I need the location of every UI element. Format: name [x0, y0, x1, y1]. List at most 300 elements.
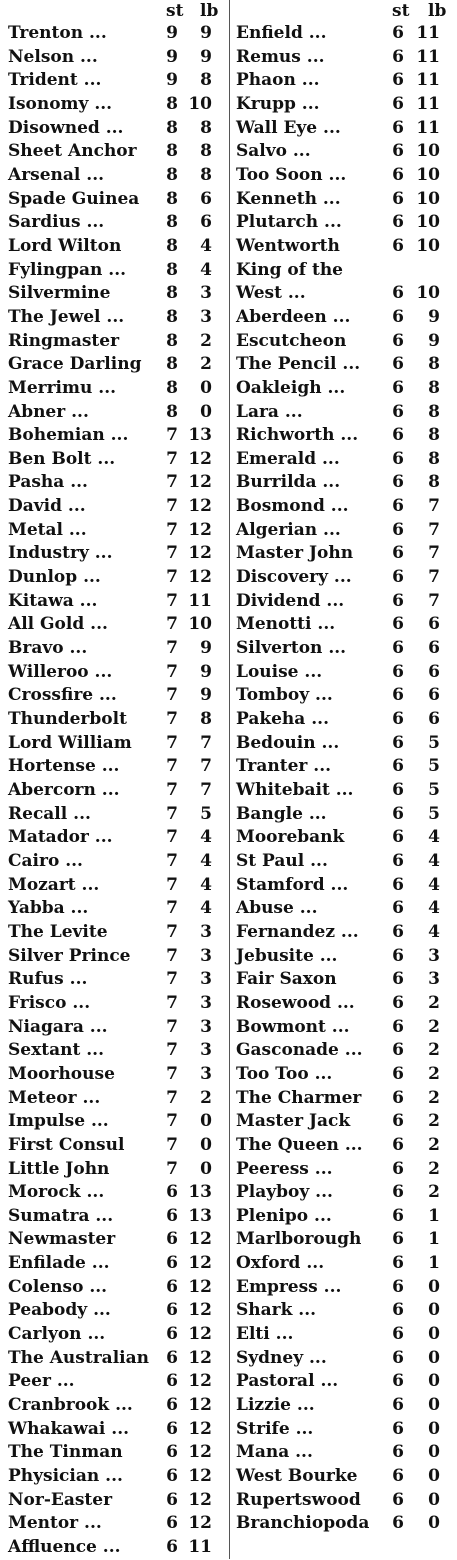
horse-name: Wall Eye ... [236, 117, 341, 138]
list-item [232, 401, 455, 425]
weight-stone: 6 [392, 330, 404, 351]
horse-name: Sheet Anchor [8, 141, 137, 162]
weight-pounds: 12 [188, 1489, 212, 1510]
list-item [4, 519, 228, 543]
horse-name: Lord Wilton [8, 235, 122, 256]
list-item [4, 471, 228, 495]
weight-stone: 6 [392, 1466, 404, 1487]
weight-pounds: 10 [416, 188, 440, 209]
weight-pounds: 13 [188, 1182, 212, 1203]
horse-name: Enfield ... [236, 23, 327, 43]
weight-stone: 9 [166, 23, 178, 43]
st-header: st [392, 1, 410, 21]
list-item [4, 850, 228, 874]
list-item [4, 590, 228, 614]
list-item [232, 803, 455, 827]
list-item [4, 1134, 228, 1158]
list-item [4, 235, 228, 259]
list-item [4, 188, 228, 212]
list-item [4, 542, 228, 566]
list-item [4, 330, 228, 354]
weight-pounds: 7 [200, 756, 212, 777]
horse-name: Gasconade ... [236, 1040, 363, 1061]
weight-stone: 6 [392, 850, 404, 871]
weight-pounds: 3 [200, 945, 212, 966]
list-item [4, 140, 228, 164]
list-item [232, 826, 455, 850]
horse-name: Affluence ... [8, 1537, 121, 1557]
weight-pounds: 12 [188, 1442, 212, 1463]
list-item [4, 968, 228, 992]
horse-name: Elti ... [236, 1324, 294, 1345]
weight-stone: 6 [392, 780, 404, 800]
list-item [4, 826, 228, 850]
horse-name: Burrilda ... [236, 472, 341, 493]
weight-stone: 6 [166, 1489, 178, 1510]
weight-stone: 6 [392, 685, 404, 706]
left-column-header [4, 0, 228, 22]
right-column-header [232, 0, 455, 22]
horse-name: Lizzie ... [236, 1395, 315, 1416]
list-item [4, 945, 228, 969]
weight-pounds: 0 [428, 1442, 440, 1463]
horse-name: Marlborough [236, 1229, 362, 1250]
horse-name: Oxford ... [236, 1253, 325, 1274]
list-item [232, 377, 455, 401]
horse-name: Disowned ... [8, 117, 124, 138]
horse-name: Isonomy ... [8, 93, 113, 114]
weight-pounds: 6 [428, 685, 440, 706]
horse-name: Matador ... [8, 827, 113, 848]
list-item [232, 495, 455, 519]
weight-pounds: 12 [188, 1300, 212, 1321]
weight-stone: 6 [392, 590, 404, 611]
horse-name: Enfilade ... [8, 1253, 110, 1274]
horse-name: Louise ... [236, 661, 323, 682]
horse-name: Little John [8, 1158, 110, 1179]
horse-name: Master Jack [236, 1111, 351, 1132]
horse-name: First Consul [8, 1134, 125, 1155]
weight-stone: 7 [166, 732, 178, 753]
horse-name: Spade Guinea [8, 188, 140, 209]
weight-pounds: 12 [188, 543, 212, 564]
list-item [4, 897, 228, 921]
horse-name: St Paul ... [236, 850, 328, 871]
weight-pounds: 12 [188, 1371, 212, 1392]
horse-name: Peabody ... [8, 1300, 111, 1321]
horse-name: The Queen ... [236, 1134, 363, 1155]
weight-stone: 6 [392, 1489, 404, 1510]
horse-name: Strife ... [236, 1418, 314, 1439]
weight-pounds: 12 [188, 1276, 212, 1297]
horse-name: Cairo ... [8, 850, 83, 871]
horse-name: Whitebait ... [236, 780, 354, 800]
list-item [4, 566, 228, 590]
weight-stone: 7 [166, 1087, 178, 1108]
weight-pounds: 7 [428, 543, 440, 564]
list-item [4, 164, 228, 188]
weight-stone: 6 [392, 1063, 404, 1084]
st-header: st [166, 1, 184, 21]
left-rows [4, 22, 228, 1560]
weight-stone: 6 [392, 306, 404, 327]
weight-stone: 8 [166, 117, 178, 138]
weight-stone: 6 [392, 1300, 404, 1321]
weight-stone: 6 [392, 425, 404, 446]
weight-stone: 7 [166, 1158, 178, 1179]
weight-stone: 8 [166, 235, 178, 256]
horse-name: The Charmer [236, 1087, 362, 1108]
list-item [232, 259, 455, 283]
list-item [232, 684, 455, 708]
weight-stone: 7 [166, 874, 178, 895]
list-item [4, 495, 228, 519]
horse-name: Salvo ... [236, 141, 311, 162]
weight-pounds: 0 [428, 1489, 440, 1510]
weight-stone: 6 [392, 756, 404, 777]
list-item [232, 1181, 455, 1205]
list-item [232, 211, 455, 235]
weight-pounds: 11 [416, 93, 440, 114]
weight-stone: 8 [166, 93, 178, 114]
weight-stone: 8 [166, 141, 178, 162]
list-item [232, 755, 455, 779]
list-item [232, 1512, 455, 1536]
list-item [232, 188, 455, 212]
weight-pounds: 0 [200, 377, 212, 398]
list-item [4, 1039, 228, 1063]
weight-stone: 6 [392, 377, 404, 398]
list-item [232, 637, 455, 661]
list-item [232, 968, 455, 992]
weight-pounds: 2 [428, 992, 440, 1013]
weight-pounds: 2 [428, 1158, 440, 1179]
weight-stone: 7 [166, 448, 178, 469]
weight-stone: 6 [166, 1418, 178, 1439]
weight-stone: 6 [392, 969, 404, 990]
weight-pounds: 4 [200, 850, 212, 871]
horse-name: Trenton ... [8, 23, 107, 43]
list-item [232, 1418, 455, 1442]
horse-name: All Gold ... [8, 614, 108, 635]
weight-stone: 8 [166, 354, 178, 375]
horse-name: Silverton ... [236, 638, 347, 659]
horse-name: Impulse ... [8, 1111, 109, 1132]
weight-pounds: 2 [428, 1063, 440, 1084]
horse-name: Rufus ... [8, 969, 88, 990]
list-item [232, 1016, 455, 1040]
weight-pounds: 9 [200, 23, 212, 43]
lb-header: lb [200, 1, 219, 21]
weight-stone: 7 [166, 780, 178, 800]
horse-name: Plenipo ... [236, 1205, 332, 1226]
weight-pounds: 12 [188, 519, 212, 540]
weight-pounds: 5 [200, 803, 212, 824]
weight-pounds: 6 [200, 188, 212, 209]
horse-name: Bosmond ... [236, 496, 349, 517]
weight-stone: 6 [392, 1395, 404, 1416]
list-item [4, 637, 228, 661]
list-item [4, 1536, 228, 1560]
weight-stone: 6 [166, 1513, 178, 1534]
weight-pounds: 4 [428, 850, 440, 871]
weight-stone: 7 [166, 590, 178, 611]
weight-pounds: 7 [200, 732, 212, 753]
list-item [232, 1465, 455, 1489]
weight-stone: 6 [392, 519, 404, 540]
list-item [232, 448, 455, 472]
weight-stone: 6 [392, 661, 404, 682]
weight-stone: 9 [166, 46, 178, 67]
list-item [4, 1465, 228, 1489]
weight-pounds: 12 [188, 1253, 212, 1274]
weight-stone: 6 [166, 1229, 178, 1250]
weight-stone: 6 [166, 1442, 178, 1463]
horse-name: Discovery ... [236, 567, 352, 588]
weight-stone: 8 [166, 377, 178, 398]
weight-pounds: 5 [428, 732, 440, 753]
weight-stone: 6 [392, 827, 404, 848]
horse-name: Cranbrook ... [8, 1395, 133, 1416]
list-item [4, 1181, 228, 1205]
weight-stone: 7 [166, 945, 178, 966]
list-item [232, 1347, 455, 1371]
weight-pounds: 9 [200, 638, 212, 659]
weight-stone: 7 [166, 543, 178, 564]
list-item [4, 1252, 228, 1276]
weight-stone: 7 [166, 1134, 178, 1155]
weight-pounds: 4 [428, 827, 440, 848]
list-item [4, 401, 228, 425]
weight-pounds: 12 [188, 1466, 212, 1487]
weight-stone: 7 [166, 472, 178, 493]
weight-stone: 6 [166, 1253, 178, 1274]
list-item [4, 448, 228, 472]
weight-stone: 6 [392, 141, 404, 162]
list-item [4, 803, 228, 827]
weight-pounds: 8 [200, 709, 212, 730]
list-item [232, 235, 455, 259]
weight-pounds: 12 [188, 1513, 212, 1534]
horse-name: Yabba ... [8, 898, 89, 919]
weight-pounds: 12 [188, 1395, 212, 1416]
list-item [232, 1158, 455, 1182]
weight-pounds: 0 [428, 1513, 440, 1534]
list-item [232, 874, 455, 898]
horse-name: Stamford ... [236, 874, 349, 895]
weight-stone: 6 [392, 803, 404, 824]
list-item [4, 306, 228, 330]
horse-name: Rupertswood [236, 1489, 361, 1510]
weight-pounds: 3 [200, 283, 212, 304]
list-item [4, 1016, 228, 1040]
list-item [232, 330, 455, 354]
weight-stone: 7 [166, 661, 178, 682]
weight-stone: 6 [392, 164, 404, 185]
weight-stone: 6 [392, 70, 404, 91]
horse-name: Hortense ... [8, 756, 120, 777]
weight-pounds: 6 [428, 614, 440, 635]
weight-pounds: 11 [188, 1537, 212, 1557]
list-item [4, 259, 228, 283]
list-item [232, 93, 455, 117]
weight-stone: 6 [392, 1040, 404, 1061]
weight-pounds: 12 [188, 1229, 212, 1250]
horse-name: Emerald ... [236, 448, 340, 469]
weight-pounds: 0 [428, 1418, 440, 1439]
list-item [232, 117, 455, 141]
weight-pounds: 2 [428, 1016, 440, 1037]
weight-stone: 6 [392, 1371, 404, 1392]
horse-name: Ringmaster [8, 330, 120, 351]
weight-stone: 7 [166, 898, 178, 919]
weight-pounds: 12 [188, 448, 212, 469]
weight-pounds: 11 [416, 117, 440, 138]
horse-name: Branchiopoda [236, 1513, 370, 1534]
weight-pounds: 12 [188, 567, 212, 588]
list-item [232, 992, 455, 1016]
list-item [232, 306, 455, 330]
weight-stone: 6 [392, 921, 404, 942]
list-item [232, 140, 455, 164]
weight-stone: 6 [392, 945, 404, 966]
list-item [232, 1252, 455, 1276]
horse-name: Bedouin ... [236, 732, 340, 753]
horse-name: Meteor ... [8, 1087, 101, 1108]
weight-stone: 6 [166, 1276, 178, 1297]
list-item [4, 1158, 228, 1182]
horse-name: Peeress ... [236, 1158, 333, 1179]
weight-pounds: 6 [428, 709, 440, 730]
list-item [4, 1370, 228, 1394]
horse-name: Kitawa ... [8, 590, 98, 611]
weight-pounds: 4 [200, 898, 212, 919]
weight-stone: 7 [166, 709, 178, 730]
horse-name: Nelson ... [8, 46, 98, 67]
list-item [4, 732, 228, 756]
list-item [232, 424, 455, 448]
weight-stone: 6 [392, 1229, 404, 1250]
weight-pounds: 9 [200, 661, 212, 682]
list-item [232, 1205, 455, 1229]
horse-name: Master John [236, 543, 354, 564]
weight-stone: 6 [166, 1300, 178, 1321]
list-item [4, 1418, 228, 1442]
weight-pounds: 4 [428, 898, 440, 919]
list-item [4, 1205, 228, 1229]
weight-stone: 7 [166, 803, 178, 824]
weight-pounds: 0 [428, 1276, 440, 1297]
horse-name: Too Soon ... [236, 164, 347, 185]
column-divider [229, 0, 230, 1559]
list-item [4, 921, 228, 945]
weight-stone: 6 [166, 1205, 178, 1226]
weight-stone: 6 [392, 46, 404, 67]
list-item [232, 1489, 455, 1513]
list-item [232, 1441, 455, 1465]
horse-name: Escutcheon [236, 330, 347, 351]
list-item [4, 1489, 228, 1513]
weight-stone: 6 [392, 1324, 404, 1345]
weight-stone: 6 [166, 1371, 178, 1392]
list-item [4, 613, 228, 637]
weight-stone: 7 [166, 827, 178, 848]
horse-name: Sumatra ... [8, 1205, 114, 1226]
weight-pounds: 3 [200, 1063, 212, 1084]
weight-pounds: 10 [188, 93, 212, 114]
weight-pounds: 10 [416, 212, 440, 233]
weight-stone: 8 [166, 306, 178, 327]
horse-name: Frisco ... [8, 992, 91, 1013]
weight-stone: 6 [392, 1347, 404, 1368]
horse-name: Silvermine [8, 283, 111, 304]
weight-pounds: 6 [428, 638, 440, 659]
horse-name: Pasha ... [8, 472, 88, 493]
weight-pounds: 0 [428, 1300, 440, 1321]
weight-stone: 6 [392, 93, 404, 114]
horse-name: Dunlop ... [8, 567, 101, 588]
weight-stone: 6 [392, 212, 404, 233]
weight-stone: 7 [166, 1111, 178, 1132]
horse-name: Peer ... [8, 1371, 75, 1392]
weight-stone: 8 [166, 164, 178, 185]
weight-pounds: 1 [428, 1253, 440, 1274]
weight-pounds: 6 [428, 661, 440, 682]
list-item [232, 1134, 455, 1158]
horse-name: The Jewel ... [8, 306, 125, 327]
weight-pounds: 4 [200, 827, 212, 848]
weight-pounds: 2 [200, 354, 212, 375]
weight-pounds: 13 [188, 425, 212, 446]
weight-pounds: 0 [200, 1134, 212, 1155]
list-item [4, 1228, 228, 1252]
horse-name: Richworth ... [236, 425, 359, 446]
list-item [4, 424, 228, 448]
list-item [4, 1394, 228, 1418]
list-item [232, 1087, 455, 1111]
horse-name: Thunderbolt [8, 709, 127, 730]
weight-pounds: 7 [428, 496, 440, 517]
weight-pounds: 11 [416, 23, 440, 43]
weight-pounds: 11 [416, 70, 440, 91]
horse-name: West ... [236, 283, 306, 304]
weight-stone: 6 [392, 1253, 404, 1274]
weight-pounds: 3 [200, 969, 212, 990]
weight-stone: 6 [392, 117, 404, 138]
horse-name: Algerian ... [236, 519, 341, 540]
list-item [4, 211, 228, 235]
horse-name: Metal ... [8, 519, 87, 540]
weight-stone: 6 [392, 874, 404, 895]
weight-pounds: 0 [200, 401, 212, 422]
list-item [4, 708, 228, 732]
left-column [4, 0, 228, 1560]
weight-stone: 7 [166, 567, 178, 588]
weight-stone: 7 [166, 425, 178, 446]
horse-name: Dividend ... [236, 590, 345, 611]
weight-stone: 6 [392, 1513, 404, 1534]
weight-stone: 7 [166, 685, 178, 706]
list-item [232, 945, 455, 969]
horse-name: Silver Prince [8, 945, 131, 966]
horse-name: Sardius ... [8, 212, 105, 233]
weight-stone: 6 [392, 709, 404, 730]
weight-stone: 6 [392, 23, 404, 43]
list-item [4, 1299, 228, 1323]
weight-pounds: 11 [188, 590, 212, 611]
weight-pounds: 12 [188, 496, 212, 517]
list-item [4, 661, 228, 685]
